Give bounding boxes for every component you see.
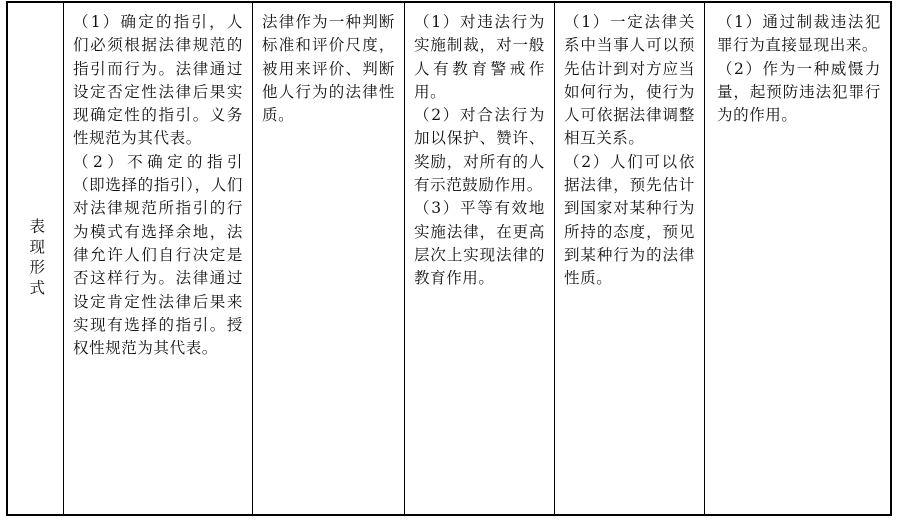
cell-education-function <box>405 3 555 514</box>
cell-paragraph: （1）对违法行为实施制裁，对一般人有教育警戒作用。 <box>414 13 545 101</box>
cell-prediction-function <box>555 3 705 514</box>
cell-paragraph: 法律作为一种判断标准和评价尺度，被用来评价、判断他人行为的法律性质。 <box>262 13 395 125</box>
cell-paragraph: （1）通过制裁违法犯罪行为直接显现出来。 <box>717 13 881 55</box>
cell-paragraph: （2）作为一种威慑力量，起预防违法犯罪行为的作用。 <box>717 59 881 125</box>
cell-guiding-function <box>64 3 253 514</box>
row-label: 表现形式 <box>27 217 46 300</box>
law-function-table <box>6 1 892 516</box>
cell-coercion-function <box>705 3 890 514</box>
cell-paragraph: （3）平等有效地实施法律，在更高层次上实现法律的教育作用。 <box>414 199 545 288</box>
cell-paragraph: （2）对合法行为加以保护、赞许、奖励，对所有的人有示范鼓励作用。 <box>414 106 545 195</box>
cell-paragraph: （2）人们可以依据法律，预先估计到国家对某种行为所持的态度，预见到某种行为的法律性质。 <box>564 152 695 288</box>
cell-paragraph: （1）一定法律关系中当事人可以预先估计到对方应当如何行为，使行为人可依据法律调整相互关系。 <box>564 13 695 148</box>
cell-paragraph: （2）不确定的指引（即选择的指引），人们对法律规范所指引的行为模式有选择余地，法律允许人们自行决定是否这样行为。法律通过设定肯定性法律后果来实现有选择的指引。授权性规范为其代表。 <box>73 152 243 358</box>
cell-paragraph: （1）确定的指引，人们必须根据法律规范的指引而行为。法律通过设定否定性法律后果实现确定性的指引。义务性规范为其代表。 <box>73 13 243 148</box>
row-label-cell <box>8 3 64 514</box>
cell-evaluation-function <box>253 3 405 514</box>
